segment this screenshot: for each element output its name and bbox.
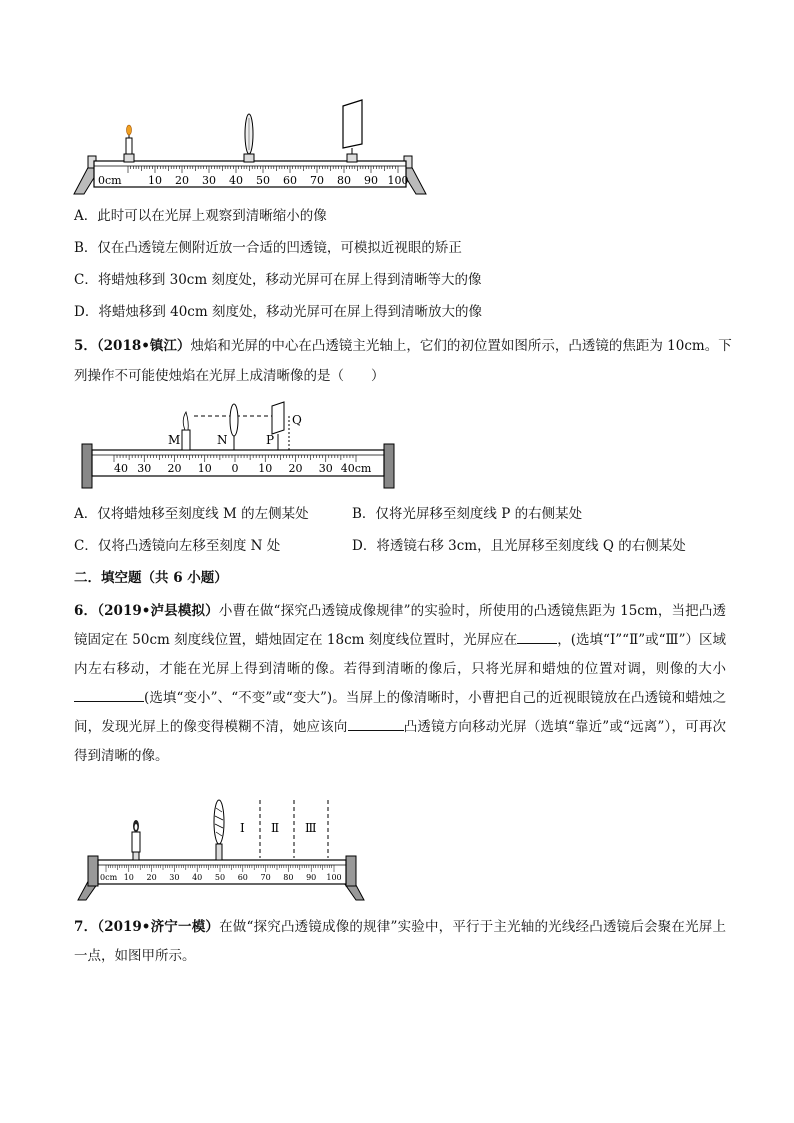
ruler-tick-label: 0cm	[98, 174, 122, 187]
q6-source: （2019•泸县模拟）	[97, 603, 219, 619]
q4-option-d: D．将蜡烛移到 40cm 刻度处，移动光屏可在屏上得到清晰放大的像	[74, 304, 482, 320]
ruler-tick-label: 60	[237, 873, 248, 882]
ruler-tick-label: 80	[283, 873, 294, 882]
ruler-tick-label: 40	[192, 873, 203, 882]
ruler-tick-label: 0	[231, 462, 239, 475]
ruler-tick-label: 80	[337, 174, 351, 187]
ruler-tick-label: 30	[318, 462, 333, 475]
candle-icon	[182, 412, 190, 450]
q7-number: 7．	[74, 919, 98, 935]
q4-option-c: C．将蜡烛移到 30cm 刻度处，移动光屏可在屏上得到清晰等大的像	[74, 272, 482, 288]
ruler-tick-label: 30	[202, 174, 216, 187]
convex-lens-icon	[230, 404, 238, 450]
ruler-tick-label: 100	[326, 873, 342, 882]
ruler-tick-label: 10	[197, 462, 212, 475]
answer-blank-2[interactable]	[74, 687, 144, 702]
ruler-tick-label: 40	[229, 174, 243, 187]
ruler-tick-label: 100	[387, 174, 409, 187]
q5-stem-line2: 列操作不可能使烛焰在光屏上成清晰像的是（ ）	[74, 368, 385, 384]
candle-icon	[124, 125, 134, 162]
q5-option-b: B．仅将光屏移至刻度线 P 的右侧某处	[352, 506, 583, 522]
q6-number: 6．	[74, 603, 98, 619]
q5-stem-line1	[74, 336, 732, 356]
ruler-tick-label: 70	[260, 873, 271, 882]
answer-blank-3[interactable]	[348, 716, 404, 731]
q6-part2: ，(选填“Ⅰ”“Ⅱ”或“Ⅲ”）区域内左右移动，才能在光屏上得到清晰的像。若得到清晰的像后，只将光屏和蜡烛的位置对调，则像的大小	[74, 632, 726, 677]
q4-option-b: B．仅在凸透镜左侧附近放一合适的凹透镜，可模拟近视眼的矫正	[74, 240, 462, 256]
q5-option-c: C．仅将凸透镜向左移至刻度 N 处	[74, 538, 281, 554]
ruler-tick-label: 50	[256, 174, 270, 187]
optical-bench-figure-1	[70, 96, 430, 200]
ruler-tick-label: 90	[306, 873, 317, 882]
label-n: N	[217, 433, 228, 447]
optical-bench-figure-2	[78, 400, 402, 492]
q6-part1: 小曹在做“探究凸透镜成像规律”的实验时，所使用的凸透镜焦距为 15cm，当把凸透镜固定在 50cm 刻度线位置，蜡烛固定在 18cm 刻度线位置时，光屏应在	[74, 603, 726, 648]
light-screen-icon	[343, 100, 362, 162]
q4-option-a: A．此时可以在光屏上观察到清晰缩小的像	[74, 208, 327, 224]
ruler-tick-label: 40	[114, 462, 128, 475]
q5-number: 5．	[74, 338, 97, 354]
section-heading: 二．填空题（共 6 小题）	[74, 570, 228, 586]
ruler-tick-label: 60	[283, 174, 297, 187]
q5-option-a: A．仅将蜡烛移至刻度线 M 的左侧某处	[74, 506, 309, 522]
region-3-label: Ⅲ	[305, 821, 317, 835]
convex-lens-icon	[214, 800, 224, 860]
q7-source: （2019•济宁一模）	[97, 919, 220, 935]
ruler-tick-label: 20	[146, 873, 157, 882]
ruler-tick-label: 90	[364, 174, 378, 187]
ruler-tick-label: 10	[123, 873, 134, 882]
q6-part3: (选填“变小”、“不变”或“变大”)。当屏上的像清晰时，小曹把自己的近视眼镜放在凸透镜和蜡烛之间，发现光屏上的像变得模糊不清，她应该向	[74, 690, 726, 735]
q7-text: 在做“探究凸透镜成像的规律”实验中，平行于主光轴的光线经凸透镜后会聚在光屏上一点，如图甲所示。	[74, 919, 726, 964]
optical-bench-figure-3	[72, 796, 372, 904]
convex-lens-icon	[244, 114, 254, 162]
candle-icon	[132, 820, 140, 860]
label-m: M	[168, 433, 181, 447]
ruler-tick-label: 30	[137, 462, 152, 475]
q6-paragraph	[74, 597, 726, 771]
q5-source: （2018•镇江）	[96, 338, 191, 354]
ruler-tick-label: 20	[167, 462, 182, 475]
ruler-tick-label: 0cm	[100, 873, 118, 882]
ruler-tick-label: 50	[214, 873, 226, 882]
label-q: Q	[292, 413, 302, 427]
region-1-label: Ⅰ	[240, 821, 245, 835]
label-p: P	[266, 433, 275, 447]
q6-part4: 凸透镜方向移动光屏（选填“靠近”或“远离”），可再次得到清晰的像。	[74, 719, 727, 764]
ruler-tick-label: 20	[288, 462, 303, 475]
ruler-tick-label: 10	[258, 462, 273, 475]
ruler-tick-label: 70	[310, 174, 324, 187]
ruler-tick-label: 40cm	[340, 462, 372, 475]
answer-blank-1[interactable]	[517, 629, 557, 644]
ruler-tick-label: 20	[175, 174, 189, 187]
ruler-tick-label: 10	[148, 174, 162, 187]
ruler-tick-label: 30	[169, 873, 180, 882]
q5-option-d: D．将透镜右移 3cm，且光屏移至刻度线 Q 的右侧某处	[352, 538, 686, 554]
q7-paragraph	[74, 913, 726, 971]
region-2-label: Ⅱ	[271, 821, 280, 835]
q5-text-line1: 烛焰和光屏的中心在凸透镜主光轴上，它们的初位置如图所示，凸透镜的焦距为 10cm。下	[190, 338, 732, 354]
